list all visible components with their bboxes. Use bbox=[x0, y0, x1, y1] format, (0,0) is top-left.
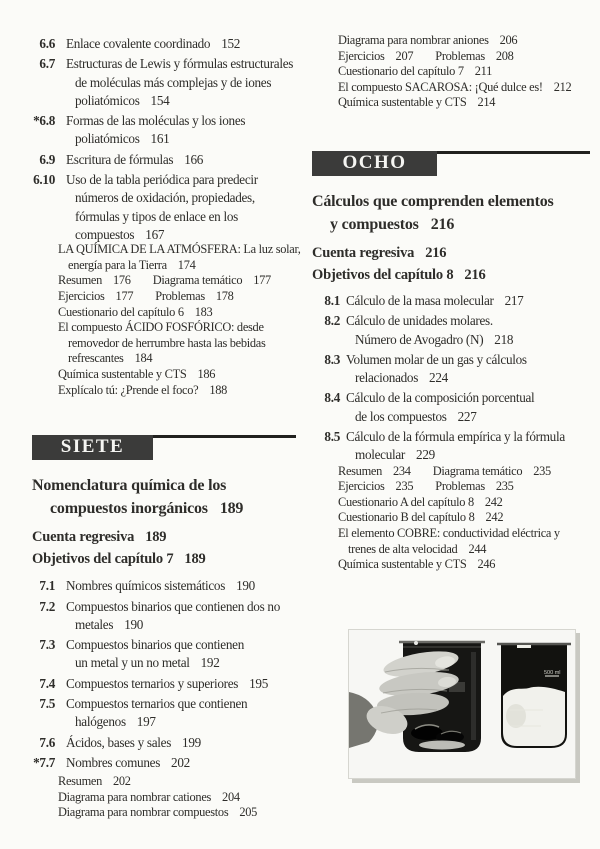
subentry-text: energía para la Tierra bbox=[68, 257, 167, 272]
toc-subentry bbox=[338, 64, 590, 80]
page-number: 212 bbox=[553, 79, 572, 94]
chapter7-title bbox=[32, 474, 296, 520]
subentry-line bbox=[338, 49, 590, 65]
toc-section-entry bbox=[30, 675, 296, 693]
subentry-text: Cuestionario del capítulo 7 bbox=[338, 64, 464, 79]
section-text bbox=[66, 754, 296, 772]
section-line-text: números de oxidación, propiedades, bbox=[75, 190, 255, 206]
section-line-text: Estructuras de Lewis y fórmulas estructurales bbox=[66, 56, 294, 72]
page-number: 184 bbox=[134, 351, 153, 366]
chapter-banner-siete bbox=[30, 435, 296, 460]
page-number: 244 bbox=[468, 541, 487, 556]
page-number: 154 bbox=[150, 92, 170, 108]
page-number: 208 bbox=[495, 48, 514, 63]
page-number: 207 bbox=[395, 48, 414, 63]
page-number: 217 bbox=[504, 292, 524, 308]
subentry-text: Ejercicios bbox=[338, 479, 385, 494]
section-text bbox=[66, 695, 296, 732]
section-number: 8.4 bbox=[324, 390, 340, 406]
section-text bbox=[66, 734, 296, 752]
subentry-text: LA QUÍMICA DE LA ATMÓSFERA: La luz solar, bbox=[58, 242, 301, 257]
section-line bbox=[346, 351, 590, 369]
objectives-entry bbox=[312, 266, 590, 284]
page-number: 189 bbox=[184, 551, 206, 568]
section-line-text: molecular bbox=[355, 447, 406, 463]
section-line bbox=[66, 695, 296, 713]
section-line bbox=[66, 112, 296, 130]
title-line-text: y compuestos bbox=[330, 215, 419, 233]
subentry-line bbox=[338, 80, 590, 96]
section-line bbox=[66, 636, 296, 654]
page-number: 189 bbox=[219, 500, 244, 518]
subentry-line bbox=[338, 495, 590, 511]
toc-section-entry bbox=[318, 312, 590, 349]
toc-section-entry bbox=[318, 389, 590, 426]
section-line bbox=[66, 92, 296, 110]
section-text bbox=[66, 577, 296, 595]
toc-subentry bbox=[58, 367, 296, 383]
section-number: 6.10 bbox=[33, 172, 55, 188]
chapter6-subentries bbox=[58, 242, 301, 398]
section-text bbox=[346, 351, 590, 388]
page-number: 246 bbox=[477, 557, 496, 572]
banner-rule bbox=[437, 151, 590, 154]
section-number: 6.6 bbox=[39, 36, 55, 51]
section-number: 8.2 bbox=[324, 313, 340, 329]
subentry-line bbox=[338, 33, 590, 49]
page-number: 229 bbox=[416, 447, 435, 463]
section-line bbox=[346, 408, 590, 426]
page-number: 205 bbox=[239, 805, 258, 820]
section-line bbox=[66, 189, 296, 207]
subentry-text: Problemas bbox=[155, 289, 205, 304]
subentry-line bbox=[58, 273, 296, 289]
subentry-text: Explícalo tú: ¿Prende el foco? bbox=[58, 382, 199, 397]
section-line-text: Enlace covalente coordinado bbox=[66, 36, 211, 51]
subentry-text: refrescantes bbox=[68, 351, 124, 366]
chapter-banner-ocho bbox=[312, 151, 590, 176]
countdown-label: Cuenta regresiva bbox=[32, 529, 135, 546]
subentry-line bbox=[338, 542, 590, 558]
page-number: 161 bbox=[150, 131, 170, 147]
toc-section-entry bbox=[30, 171, 296, 244]
section-number: 7.5 bbox=[39, 695, 55, 711]
subentry-line bbox=[338, 95, 590, 111]
page-number: 216 bbox=[425, 244, 447, 261]
subentry-line bbox=[338, 557, 590, 573]
subentry-line bbox=[58, 305, 296, 321]
section-line-text: Compuestos binarios que contienen bbox=[66, 637, 244, 653]
section-line bbox=[66, 171, 296, 189]
section-line-text: Compuestos ternarios que contienen bbox=[66, 695, 248, 711]
toc-column-left bbox=[30, 0, 301, 821]
section-line-text: Número de Avogadro (N) bbox=[355, 331, 484, 347]
toc-subentry bbox=[58, 383, 296, 399]
toc-subentry bbox=[338, 80, 590, 96]
page-number: 235 bbox=[395, 479, 414, 494]
objectives-entry bbox=[32, 550, 296, 568]
subentry-line bbox=[338, 510, 590, 526]
section-number: 8.5 bbox=[324, 429, 340, 445]
toc-section-entry bbox=[318, 292, 590, 310]
countdown-label: Cuenta regresiva bbox=[312, 244, 415, 261]
section-line bbox=[66, 675, 296, 693]
toc-section-entry bbox=[30, 754, 296, 772]
page-number: 188 bbox=[209, 382, 228, 397]
section-line bbox=[66, 616, 296, 634]
subentry-text: Cuestionario del capítulo 6 bbox=[58, 304, 184, 319]
page-number: 190 bbox=[236, 578, 255, 594]
chapter8-title bbox=[312, 190, 590, 236]
toc-section-entry bbox=[318, 428, 590, 465]
countdown-entry bbox=[312, 244, 590, 262]
subentry-line bbox=[58, 336, 296, 352]
section-line bbox=[66, 577, 296, 595]
toc-section-entry bbox=[30, 598, 296, 635]
page-number: 234 bbox=[393, 463, 411, 478]
section-text bbox=[66, 35, 296, 53]
toc-subentry bbox=[58, 790, 296, 806]
section-line bbox=[66, 734, 296, 752]
section-line bbox=[66, 713, 296, 731]
section-number: 8.1 bbox=[324, 292, 340, 308]
page-number: 206 bbox=[499, 33, 518, 47]
section-line-text: relacionados bbox=[355, 370, 419, 386]
toc-subentry bbox=[338, 526, 590, 557]
subentry-text: El compuesto ÁCIDO FOSFÓRICO: desde bbox=[58, 320, 264, 335]
title-line-text: Cálculos que comprenden elementos bbox=[312, 192, 554, 210]
section-number: 8.3 bbox=[324, 351, 340, 367]
banner-rule bbox=[153, 435, 296, 438]
section-line bbox=[346, 312, 590, 330]
subentry-text: Resumen bbox=[338, 463, 383, 478]
page-number: 189 bbox=[145, 529, 167, 546]
section-line-text: de los compuestos bbox=[355, 408, 447, 424]
section-line bbox=[66, 654, 296, 672]
subentry-line bbox=[338, 479, 590, 495]
page-number: 242 bbox=[484, 494, 503, 509]
subentry-text: Química sustentable y CTS bbox=[338, 557, 467, 572]
subentry-text: Diagrama temático bbox=[432, 463, 523, 478]
section-line bbox=[346, 331, 590, 349]
subentry-line bbox=[338, 526, 590, 542]
section-text bbox=[66, 675, 296, 693]
right-beaker bbox=[497, 644, 571, 748]
section-line-text: Cálculo de la fórmula empírica y la fórmula bbox=[346, 429, 565, 445]
objectives-label: Objetivos del capítulo 8 bbox=[312, 266, 454, 283]
banner-label bbox=[312, 151, 437, 176]
page-number: 183 bbox=[194, 304, 213, 319]
section-line-text: poliatómicos bbox=[75, 131, 140, 147]
section-line bbox=[346, 369, 590, 387]
section-line bbox=[66, 598, 296, 616]
toc-subentry bbox=[58, 242, 301, 273]
section-text bbox=[346, 312, 590, 349]
section-text bbox=[346, 389, 590, 426]
page-number: 227 bbox=[457, 408, 477, 424]
subentry-line bbox=[58, 805, 296, 821]
page-number: 178 bbox=[215, 289, 234, 304]
section-number: 7.4 bbox=[39, 675, 55, 691]
banner-label bbox=[32, 435, 153, 460]
beaker-marking: 500 ml bbox=[544, 670, 561, 676]
subentry-line bbox=[58, 383, 296, 399]
section-number: 6.9 bbox=[39, 151, 55, 167]
section-line-text: fórmulas y tipos de enlace en los bbox=[75, 208, 238, 224]
section-line-text: Compuestos binarios que contienen dos no bbox=[66, 598, 280, 614]
section-line bbox=[346, 389, 590, 407]
subentry-line bbox=[58, 351, 296, 367]
subentry-line bbox=[58, 774, 296, 790]
toc-subentry bbox=[58, 289, 296, 305]
section-text bbox=[66, 171, 296, 244]
toc-section-entry bbox=[30, 112, 296, 149]
subentry-line bbox=[58, 242, 301, 258]
subentry-text: Problemas bbox=[435, 48, 485, 63]
page-number: 202 bbox=[113, 774, 131, 789]
subentry-text: Diagrama temático bbox=[152, 273, 243, 288]
section-text bbox=[66, 55, 296, 110]
toc-subentry bbox=[58, 774, 296, 790]
subentry-text: Cuestionario A del capítulo 8 bbox=[338, 494, 474, 509]
section-text bbox=[66, 112, 296, 149]
toc-section-entry bbox=[30, 695, 296, 732]
subentry-text: Química sustentable y CTS bbox=[338, 95, 467, 110]
section-number: 6.7 bbox=[39, 56, 55, 72]
page-number: 224 bbox=[429, 370, 448, 386]
page-number: 218 bbox=[494, 331, 514, 347]
page-number: 204 bbox=[222, 789, 240, 804]
section-line-text: Formas de las moléculas y los iones bbox=[66, 113, 246, 129]
subentry-line bbox=[58, 790, 296, 806]
title-line bbox=[32, 497, 296, 520]
page-number: 214 bbox=[477, 95, 496, 110]
page-number: 190 bbox=[124, 616, 144, 632]
section-line bbox=[66, 151, 296, 169]
subentry-text: Resumen bbox=[58, 774, 103, 789]
section-line-text: compuestos bbox=[75, 226, 135, 242]
section-line bbox=[66, 74, 296, 92]
banner-text: SIETE bbox=[60, 436, 125, 458]
page-number: 199 bbox=[182, 734, 201, 750]
section-line-text: Nombres comunes bbox=[66, 754, 161, 770]
chapter6-sections bbox=[30, 35, 296, 244]
page-number: 176 bbox=[113, 273, 131, 288]
page-number: 235 bbox=[495, 479, 514, 494]
toc-subentry bbox=[338, 479, 590, 495]
section-line-text: de moléculas más complejas y de iones bbox=[75, 74, 272, 90]
subentry-text: removedor de herrumbre hasta las bebidas bbox=[68, 335, 266, 350]
page-number: 152 bbox=[221, 36, 241, 51]
section-text bbox=[346, 292, 590, 310]
toc-subentry bbox=[338, 95, 590, 111]
section-number: 7.1 bbox=[39, 578, 55, 594]
section-line-text: Uso de la tabla periódica para predecir bbox=[66, 172, 258, 188]
subentry-text: Ejercicios bbox=[58, 289, 105, 304]
page-number: 211 bbox=[474, 64, 492, 79]
toc-section-entry bbox=[30, 636, 296, 673]
section-line-text: metales bbox=[75, 616, 114, 632]
section-line-text: un metal y un no metal bbox=[75, 655, 190, 671]
section-line bbox=[66, 754, 296, 772]
section-line bbox=[66, 130, 296, 148]
page-number: 192 bbox=[200, 655, 220, 671]
section-number: *7.7 bbox=[33, 754, 55, 770]
section-line-text: Escritura de fórmulas bbox=[66, 151, 174, 167]
section-text bbox=[66, 636, 296, 673]
section-line bbox=[66, 208, 296, 226]
page-number: 197 bbox=[136, 714, 156, 730]
chapter7-subentries-right bbox=[338, 33, 590, 111]
subentry-text: Química sustentable y CTS bbox=[58, 367, 187, 382]
section-text bbox=[66, 151, 296, 169]
chapter8-sections bbox=[312, 292, 590, 465]
section-line-text: Ácidos, bases y sales bbox=[66, 734, 172, 750]
subentry-text: Diagrama para nombrar cationes bbox=[58, 789, 212, 804]
chapter7-sections bbox=[30, 577, 296, 772]
subentry-text: Cuestionario B del capítulo 8 bbox=[338, 510, 475, 525]
toc-subentry bbox=[338, 510, 590, 526]
subentry-text: El compuesto SACAROSA: ¡Qué dulce es! bbox=[338, 79, 543, 94]
section-line-text: Volumen molar de un gas y cálculos bbox=[346, 351, 527, 367]
title-line-text: Nomenclatura química de los bbox=[32, 477, 227, 495]
title-line bbox=[32, 474, 296, 497]
page-number: 242 bbox=[485, 510, 504, 525]
beakers-photo bbox=[348, 629, 576, 779]
subentry-line bbox=[338, 464, 590, 480]
toc-section-entry bbox=[30, 35, 296, 53]
subentry-text: Diagrama para nombrar compuestos bbox=[58, 805, 229, 820]
title-line bbox=[312, 213, 590, 236]
toc-subentry bbox=[338, 464, 590, 480]
page-number: 216 bbox=[464, 266, 486, 283]
section-line-text: Cálculo de unidades molares. bbox=[346, 313, 493, 329]
banner-text: OCHO bbox=[342, 151, 407, 173]
subentry-text: El elemento COBRE: conductividad eléctrica y bbox=[338, 526, 560, 541]
section-number: 7.6 bbox=[39, 734, 55, 750]
toc-column-right bbox=[312, 0, 590, 573]
objectives-label: Objetivos del capítulo 7 bbox=[32, 551, 174, 568]
section-text bbox=[66, 598, 296, 635]
section-line-text: poliatómicos bbox=[75, 92, 140, 108]
toc-subentry bbox=[58, 805, 296, 821]
page-number: 195 bbox=[249, 675, 269, 691]
chapter7-subentries-left bbox=[58, 774, 296, 821]
section-line-text: Nombres químicos sistemáticos bbox=[66, 578, 226, 594]
toc-section-entry bbox=[30, 55, 296, 110]
page-number: 216 bbox=[430, 215, 455, 233]
toc-subentry bbox=[338, 33, 590, 49]
toc-subentry bbox=[58, 305, 296, 321]
page-number: 186 bbox=[197, 367, 216, 382]
page-number: 202 bbox=[171, 754, 190, 770]
toc-subentry bbox=[338, 495, 590, 511]
countdown-entry bbox=[32, 528, 296, 546]
toc-section-entry bbox=[30, 577, 296, 595]
section-line-text: Compuestos ternarios y superiores bbox=[66, 675, 239, 691]
subentry-text: Ejercicios bbox=[338, 48, 385, 63]
title-line-text: compuestos inorgánicos bbox=[50, 500, 208, 518]
page-number: 177 bbox=[253, 273, 271, 288]
section-line-text: Cálculo de la composición porcentual bbox=[346, 390, 535, 406]
section-line bbox=[346, 292, 590, 310]
toc-section-entry bbox=[30, 151, 296, 169]
section-line-text: Cálculo de la masa molecular bbox=[346, 292, 494, 308]
subentry-text: Problemas bbox=[435, 479, 485, 494]
chapter8-subentries bbox=[338, 464, 590, 573]
page-number: 167 bbox=[145, 226, 165, 242]
section-text bbox=[346, 428, 590, 465]
title-line bbox=[312, 190, 590, 213]
toc-subentry bbox=[338, 557, 590, 573]
toc-section-entry bbox=[30, 734, 296, 752]
section-number: 7.3 bbox=[39, 637, 55, 653]
subentry-line bbox=[58, 258, 296, 274]
subentry-line bbox=[58, 289, 296, 305]
toc-subentry bbox=[58, 273, 296, 289]
page-number: 235 bbox=[533, 463, 551, 478]
subentry-line bbox=[338, 64, 590, 80]
section-line bbox=[346, 446, 590, 464]
subentry-text: trenes de alta velocidad bbox=[348, 541, 458, 556]
subentry-line bbox=[58, 367, 296, 383]
section-number: 7.2 bbox=[39, 598, 55, 614]
toc-subentry bbox=[338, 49, 590, 65]
subentry-text: Resumen bbox=[58, 273, 103, 288]
page-number: 177 bbox=[115, 289, 134, 304]
section-line-text: halógenos bbox=[75, 714, 126, 730]
page-number: 174 bbox=[177, 257, 196, 272]
section-line bbox=[66, 35, 296, 53]
toc-subentry bbox=[58, 320, 296, 367]
toc-section-entry bbox=[318, 351, 590, 388]
section-number: *6.8 bbox=[33, 113, 55, 129]
subentry-text: Diagrama para nombrar aniones bbox=[338, 33, 489, 47]
page-number: 166 bbox=[184, 151, 204, 167]
subentry-line bbox=[58, 320, 296, 336]
section-line bbox=[66, 55, 296, 73]
section-line bbox=[346, 428, 590, 446]
